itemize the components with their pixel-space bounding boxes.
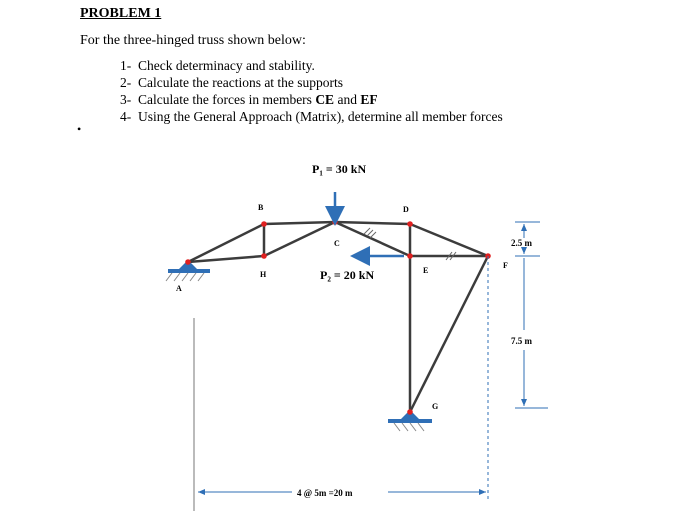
task-item-1: 1- Check determinacy and stability. [120, 58, 315, 73]
joint-D [407, 221, 413, 227]
support-G [388, 409, 432, 431]
dimension-lines-right [515, 222, 548, 408]
problem-intro: For the three-hinged truss shown below: [80, 33, 306, 48]
node-label-C: C [334, 239, 340, 248]
task-item-2: 2- Calculate the reactions at the supports [120, 75, 344, 90]
load-p1-label: P₁ = 30 kN [312, 162, 367, 176]
joint-C [332, 219, 338, 225]
member-FG [410, 256, 488, 412]
truss-members [188, 222, 488, 412]
dimension-label-bottom: 4 @ 5m =20 m [297, 488, 353, 498]
member-CE [335, 222, 410, 256]
stray-bullet: • [77, 122, 82, 136]
member-BC [264, 222, 335, 224]
problem-title: PROBLEM 1 [80, 6, 162, 21]
joint-H [261, 253, 267, 259]
load-p2-label: P₂ = 20 kN [320, 268, 375, 282]
member-CD [335, 222, 410, 224]
truss-joints [261, 219, 491, 259]
joint-B [261, 221, 267, 227]
node-label-H: H [260, 270, 267, 279]
dimension-label-top: 2.5 m [511, 238, 532, 248]
node-label-F: F [503, 261, 508, 270]
node-label-G: G [432, 402, 439, 411]
task-item-3: 3- Calculate the forces in members CE and EF [120, 92, 378, 107]
support-A [166, 259, 210, 281]
node-label-D: D [403, 205, 409, 214]
dimension-label-right: 7.5 m [511, 336, 532, 346]
node-label-A: A [176, 284, 182, 293]
task-item-4: 4- Using the General Approach (Matrix), determine all member forces [120, 109, 503, 124]
node-label-B: B [258, 203, 264, 212]
member-HC [264, 222, 335, 256]
joint-E [407, 253, 413, 259]
member-DF [410, 224, 488, 256]
node-label-E: E [423, 266, 429, 275]
